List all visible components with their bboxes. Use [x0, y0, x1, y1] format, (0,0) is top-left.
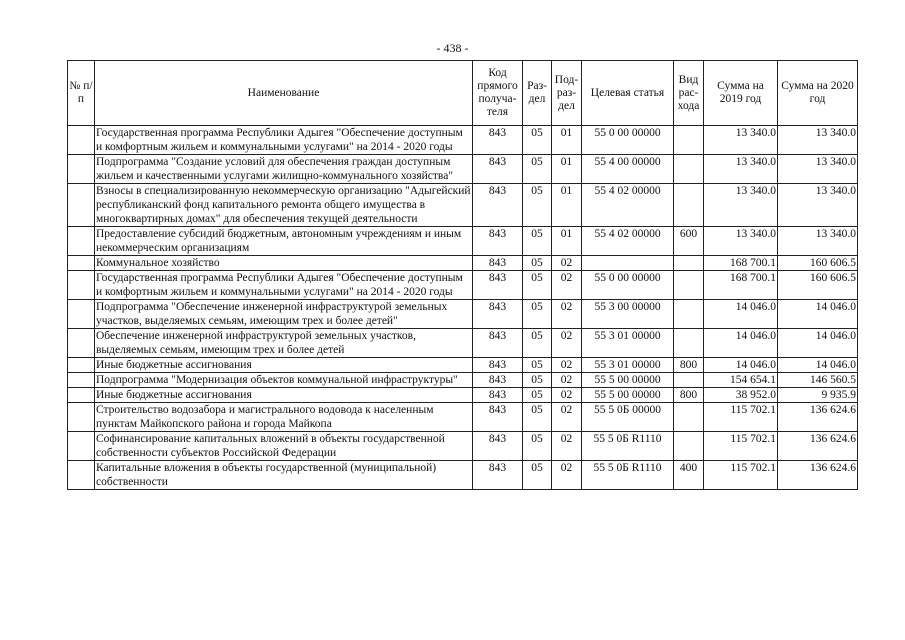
- header-sum-2019: Сумма на 2019 год: [704, 61, 778, 126]
- cell-sum-2020: 13 340.0: [778, 227, 858, 256]
- table-row: [68, 388, 858, 403]
- cell-sum-2019: 168 700.1: [704, 271, 778, 300]
- cell-code: 843: [473, 184, 523, 227]
- cell-expense-type: [674, 126, 704, 155]
- cell-section: 05: [523, 388, 552, 403]
- cell-subsection: 01: [552, 155, 582, 184]
- cell-num: [68, 271, 95, 300]
- cell-section: 05: [523, 184, 552, 227]
- cell-sum-2019: 14 046.0: [704, 300, 778, 329]
- cell-name: Предоставление субсидий бюджетным, автономным учреждениям и иным некоммерческим организациям: [95, 227, 473, 256]
- cell-subsection: 02: [552, 271, 582, 300]
- cell-name: Иные бюджетные ассигнования: [95, 388, 473, 403]
- cell-expense-type: [674, 300, 704, 329]
- cell-subsection: 02: [552, 388, 582, 403]
- table-row: [68, 358, 858, 373]
- cell-name: Иные бюджетные ассигнования: [95, 358, 473, 373]
- cell-code: 843: [473, 227, 523, 256]
- cell-num: [68, 358, 95, 373]
- cell-name: Государственная программа Республики Адыгея "Обеспечение доступным и комфортным жильем и коммунальными услугами" на 2014 - 2020 годы: [95, 271, 473, 300]
- cell-article: 55 4 00 00000: [582, 155, 674, 184]
- cell-num: [68, 329, 95, 358]
- cell-sum-2020: 136 624.6: [778, 403, 858, 432]
- cell-expense-type: 600: [674, 227, 704, 256]
- cell-article: [582, 256, 674, 271]
- cell-section: 05: [523, 126, 552, 155]
- header-code: Код прямого получа-теля: [473, 61, 523, 126]
- cell-expense-type: 800: [674, 388, 704, 403]
- cell-name: Подпрограмма "Обеспечение инженерной инфраструктурой земельных участков, выделяемых семьям, имеющим трех и более детей": [95, 300, 473, 329]
- cell-section: 05: [523, 227, 552, 256]
- cell-subsection: 02: [552, 256, 582, 271]
- cell-sum-2019: 14 046.0: [704, 329, 778, 358]
- table-row: [68, 184, 858, 227]
- cell-article: 55 4 02 00000: [582, 184, 674, 227]
- cell-subsection: 01: [552, 227, 582, 256]
- table-row: [68, 126, 858, 155]
- cell-code: 843: [473, 388, 523, 403]
- cell-code: 843: [473, 461, 523, 490]
- cell-sum-2019: 38 952.0: [704, 388, 778, 403]
- cell-num: [68, 126, 95, 155]
- cell-section: 05: [523, 271, 552, 300]
- cell-name: Софинансирование капитальных вложений в объекты государственной собственности субъектов Российской Федерации: [95, 432, 473, 461]
- cell-subsection: 02: [552, 329, 582, 358]
- table-row: [68, 271, 858, 300]
- cell-code: 843: [473, 403, 523, 432]
- cell-num: [68, 432, 95, 461]
- cell-section: 05: [523, 256, 552, 271]
- cell-article: 55 5 0Б 00000: [582, 403, 674, 432]
- cell-num: [68, 388, 95, 403]
- budget-table: [67, 60, 858, 490]
- cell-expense-type: [674, 403, 704, 432]
- cell-code: 843: [473, 358, 523, 373]
- cell-section: 05: [523, 329, 552, 358]
- cell-expense-type: 400: [674, 461, 704, 490]
- cell-name: Обеспечение инженерной инфраструктурой земельных участков, выделяемых семьям, имеющим трех и более детей: [95, 329, 473, 358]
- header-num: № п/п: [68, 61, 95, 126]
- cell-sum-2020: 13 340.0: [778, 184, 858, 227]
- table-row: [68, 329, 858, 358]
- table-row: [68, 155, 858, 184]
- cell-num: [68, 184, 95, 227]
- cell-expense-type: [674, 256, 704, 271]
- cell-code: 843: [473, 126, 523, 155]
- cell-sum-2020: 160 606.5: [778, 271, 858, 300]
- table-row: [68, 461, 858, 490]
- cell-subsection: 01: [552, 126, 582, 155]
- page-number: - 438 -: [436, 41, 469, 55]
- cell-expense-type: [674, 155, 704, 184]
- cell-article: 55 4 02 00000: [582, 227, 674, 256]
- cell-sum-2019: 154 654.1: [704, 373, 778, 388]
- cell-sum-2019: 115 702.1: [704, 461, 778, 490]
- cell-sum-2020: 14 046.0: [778, 358, 858, 373]
- cell-article: 55 3 01 00000: [582, 329, 674, 358]
- cell-subsection: 02: [552, 432, 582, 461]
- cell-sum-2020: 14 046.0: [778, 300, 858, 329]
- cell-name: Капитальные вложения в объекты государственной (муниципальной) собственности: [95, 461, 473, 490]
- cell-subsection: 01: [552, 184, 582, 227]
- table-header-row: [68, 61, 858, 126]
- cell-name: Взносы в специализированную некоммерческую организацию "Адыгейский республиканский фонд капитального ремонта общего имущества в многоквартирных домах" для обеспечения текущей деятельности: [96, 185, 471, 225]
- table-row: [68, 227, 858, 256]
- cell-subsection: 02: [552, 358, 582, 373]
- cell-sum-2019: 168 700.1: [704, 256, 778, 271]
- cell-sum-2019: 115 702.1: [704, 432, 778, 461]
- header-subsection: Под-раз-дел: [552, 61, 582, 126]
- header-name: Наименование: [95, 61, 473, 126]
- header-sum-2020: Сумма на 2020 год: [778, 61, 858, 126]
- table-row: [68, 432, 858, 461]
- cell-num: [68, 155, 95, 184]
- cell-sum-2020: 14 046.0: [778, 329, 858, 358]
- cell-sum-2019: 13 340.0: [704, 227, 778, 256]
- cell-name: Подпрограмма "Создание условий для обеспечения граждан доступным жильем и качественными услугами жилищно-коммунального хозяйства": [95, 155, 473, 184]
- cell-expense-type: [674, 329, 704, 358]
- cell-expense-type: [674, 184, 704, 227]
- cell-sum-2019: 14 046.0: [704, 358, 778, 373]
- cell-article: 55 5 00 00000: [582, 373, 674, 388]
- cell-sum-2019: 13 340.0: [704, 184, 778, 227]
- header-section: Раз-дел: [523, 61, 552, 126]
- table-row: [68, 256, 858, 271]
- cell-expense-type: [674, 432, 704, 461]
- cell-subsection: 02: [552, 461, 582, 490]
- cell-code: 843: [473, 432, 523, 461]
- cell-sum-2019: 13 340.0: [704, 126, 778, 155]
- cell-section: 05: [523, 432, 552, 461]
- table-row: [68, 300, 858, 329]
- table-row: [68, 373, 858, 388]
- cell-article: 55 0 00 00000: [582, 126, 674, 155]
- cell-article: 55 5 00 00000: [582, 388, 674, 403]
- cell-sum-2020: 13 340.0: [778, 155, 858, 184]
- cell-section: 05: [523, 373, 552, 388]
- cell-article: 55 5 0Б R1110: [582, 461, 674, 490]
- cell-sum-2020: 136 624.6: [778, 432, 858, 461]
- cell-name: Коммунальное хозяйство: [95, 256, 473, 271]
- table-row: [68, 403, 858, 432]
- cell-code: 843: [473, 155, 523, 184]
- cell-article: 55 0 00 00000: [582, 271, 674, 300]
- cell-section: 05: [523, 155, 552, 184]
- cell-name: Строительство водозабора и магистрального водовода к населенным пунктам Майкопского района и города Майкопа: [95, 403, 473, 432]
- cell-sum-2019: 115 702.1: [704, 403, 778, 432]
- cell-sum-2020: 160 606.5: [778, 256, 858, 271]
- cell-num: [68, 373, 95, 388]
- cell-expense-type: [674, 373, 704, 388]
- cell-section: 05: [523, 300, 552, 329]
- cell-num: [68, 256, 95, 271]
- cell-num: [68, 461, 95, 490]
- cell-subsection: 02: [552, 300, 582, 329]
- cell-sum-2020: 146 560.5: [778, 373, 858, 388]
- cell-expense-type: 800: [674, 358, 704, 373]
- cell-num: [68, 227, 95, 256]
- cell-subsection: 02: [552, 373, 582, 388]
- cell-article: 55 3 01 00000: [582, 358, 674, 373]
- table-body: [68, 126, 858, 490]
- cell-section: 05: [523, 358, 552, 373]
- cell-num: [68, 403, 95, 432]
- header-article: Целевая статья: [582, 61, 674, 126]
- cell-article: 55 3 00 00000: [582, 300, 674, 329]
- cell-sum-2020: 136 624.6: [778, 461, 858, 490]
- cell-code: 843: [473, 329, 523, 358]
- cell-code: 843: [473, 271, 523, 300]
- cell-expense-type: [674, 271, 704, 300]
- cell-code: 843: [473, 256, 523, 271]
- cell-num: [68, 300, 95, 329]
- cell-section: 05: [523, 403, 552, 432]
- cell-name: Государственная программа Республики Адыгея "Обеспечение доступным и комфортным жильем и коммунальными услугами" на 2014 - 2020 годы: [95, 126, 473, 155]
- cell-subsection: 02: [552, 403, 582, 432]
- cell-sum-2019: 13 340.0: [704, 155, 778, 184]
- cell-article: 55 5 0Б R1110: [582, 432, 674, 461]
- cell-code: 843: [473, 373, 523, 388]
- cell-sum-2020: 9 935.9: [778, 388, 858, 403]
- header-expense-type: Вид рас-хода: [674, 61, 704, 126]
- cell-name: Подпрограмма "Модернизация объектов коммунальной инфраструктуры": [95, 373, 473, 388]
- cell-sum-2020: 13 340.0: [778, 126, 858, 155]
- cell-code: 843: [473, 300, 523, 329]
- cell-section: 05: [523, 461, 552, 490]
